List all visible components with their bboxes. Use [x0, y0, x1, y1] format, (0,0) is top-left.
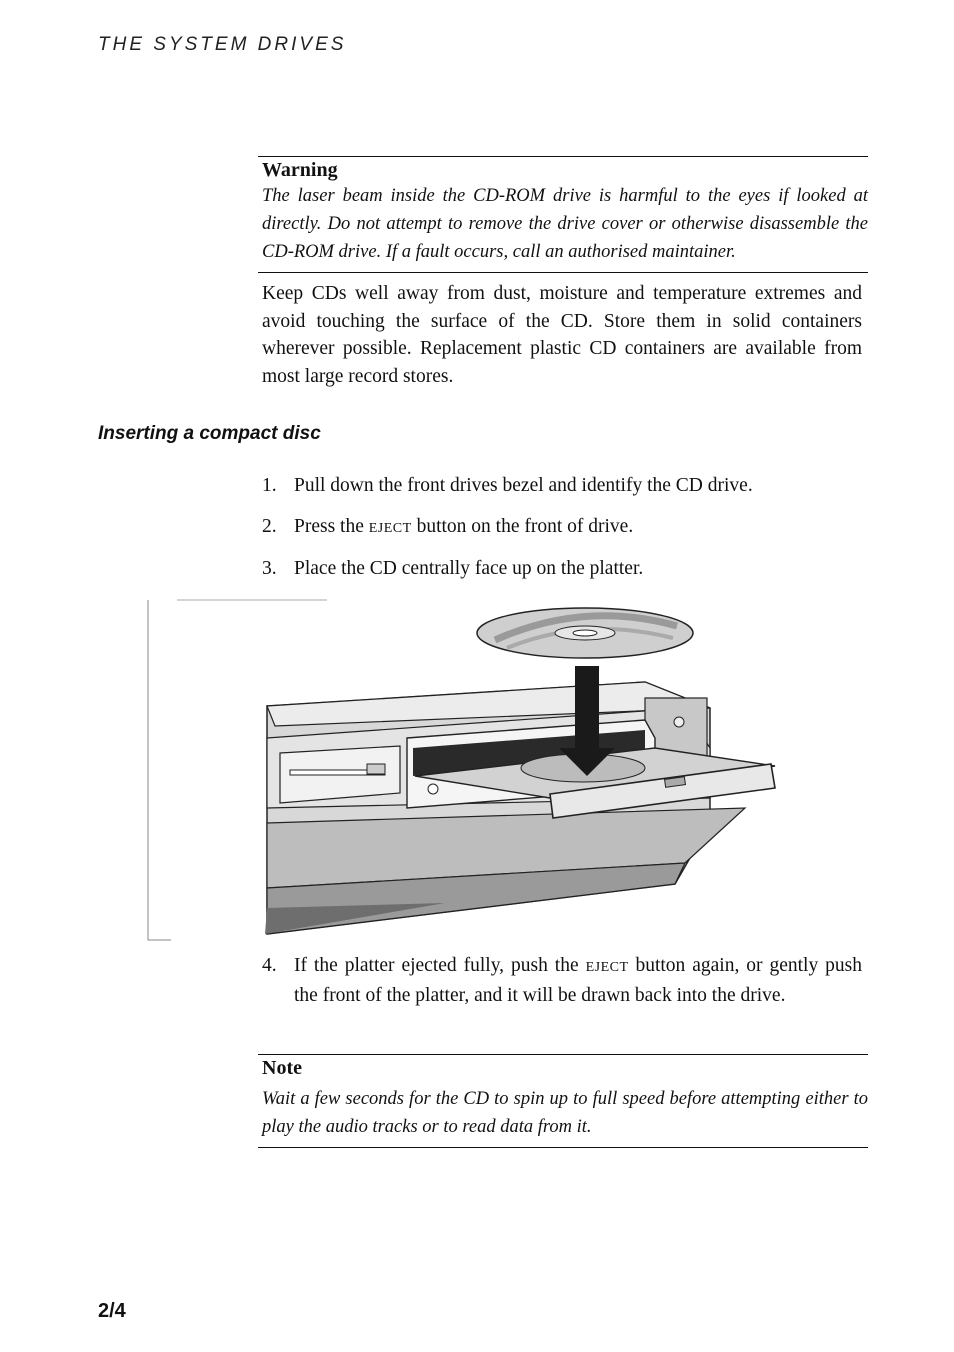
step-text: Press the EJECT button on the front of drive. [294, 516, 634, 537]
warning-text: The laser beam inside the CD-ROM drive is harmful to the eyes if looked at directly. Do not attempt to remove the drive cover or otherwise disassemble the CD-ROM drive. If a fault occurs, call an authorised maintainer. [262, 186, 868, 262]
running-header: THE SYSTEM DRIVES [98, 34, 347, 55]
note-box [258, 1054, 868, 1148]
step-text: If the platter ejected fully, push the EJECT button again, or gently push the front of the platter, and it will be drawn back into the drive. [294, 955, 863, 1006]
cd-disc [477, 608, 693, 658]
eject-key-label: EJECT [585, 960, 629, 975]
step-4 [262, 952, 862, 1010]
eject-key-label: EJECT [368, 521, 412, 536]
cd-drive-illustration [145, 598, 785, 943]
note-title: Note [262, 1057, 302, 1079]
step-number: 2. [262, 516, 277, 537]
step-2 [262, 513, 862, 543]
step-number: 4. [262, 955, 277, 976]
step-number: 1. [262, 475, 277, 496]
note-text: Wait a few seconds for the CD to spin up to full speed before attempting either to play the audio tracks or to read data from it. [262, 1089, 868, 1137]
step-1 [262, 472, 862, 500]
warning-title: Warning [262, 159, 338, 181]
warning-box [258, 156, 868, 273]
floppy-drive [280, 746, 400, 803]
step-3 [262, 555, 862, 583]
intro-paragraph: Keep CDs well away from dust, moisture and temperature extremes and avoid touching the surface of the CD. Store them in solid containers wherever possible. Replacement plastic CD containers are available from most large record stores. [262, 283, 862, 387]
pc-chassis [265, 682, 745, 934]
step-text: Place the CD centrally face up on the platter. [294, 558, 644, 579]
section-heading: Inserting a compact disc [98, 423, 321, 444]
step-number: 3. [262, 558, 277, 579]
step-text: Pull down the front drives bezel and identify the CD drive. [294, 475, 753, 496]
page-number: 2/4 [98, 1300, 126, 1322]
